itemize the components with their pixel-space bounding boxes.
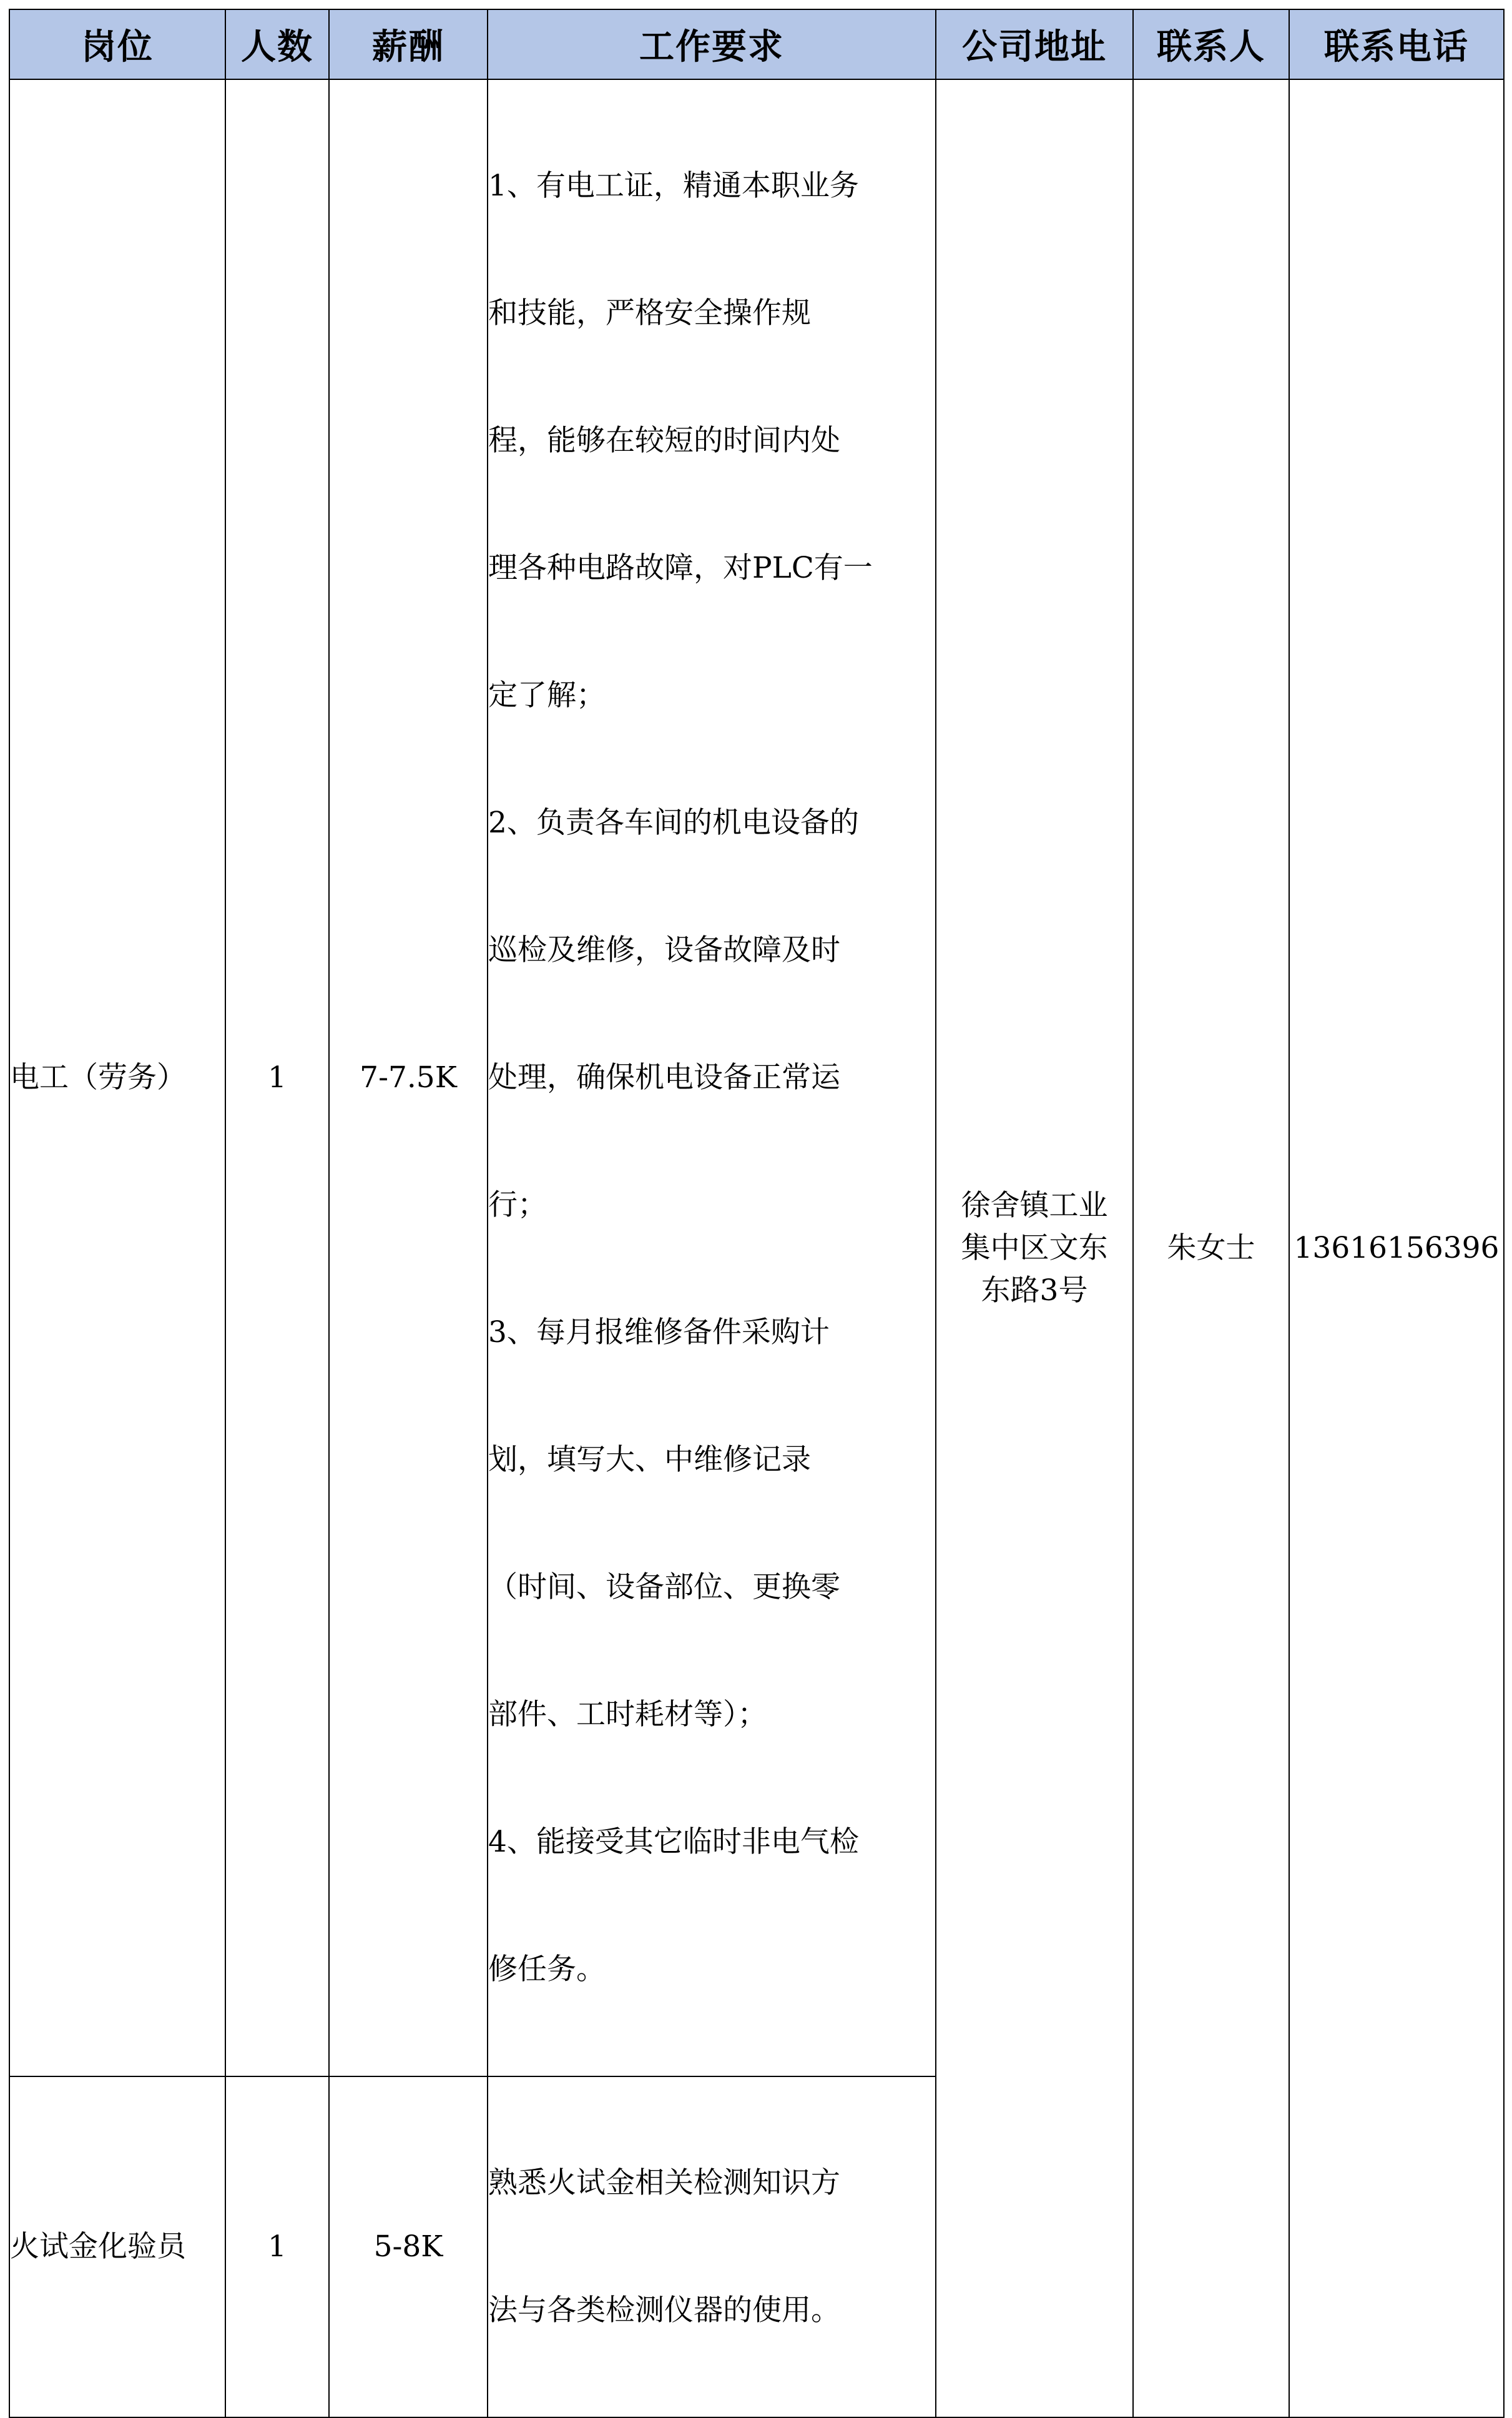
requirement-line: （时间、设备部位、更换零 xyxy=(488,1570,840,1604)
cell-contact: 朱女士 xyxy=(1133,79,1289,2417)
requirement-line: 定了解； xyxy=(488,678,606,713)
address-line: 徐舍镇工业 xyxy=(961,1188,1108,1223)
cell-position: 火试金化验员 xyxy=(9,2076,225,2417)
requirement-line: 和技能，严格安全操作规 xyxy=(488,296,811,330)
header-position: 岗位 xyxy=(9,9,225,79)
address-line: 东路3号 xyxy=(981,1273,1088,1308)
requirement-line: 3、每月报维修备件采购计 xyxy=(488,1315,830,1350)
header-requirements: 工作要求 xyxy=(488,9,936,79)
header-salary: 薪酬 xyxy=(329,9,488,79)
header-contact: 联系人 xyxy=(1133,9,1289,79)
cell-salary: 7-7.5K xyxy=(329,79,488,2076)
header-count: 人数 xyxy=(225,9,329,79)
cell-address xyxy=(936,79,1133,2417)
requirement-line: 巡检及维修，设备故障及时 xyxy=(488,933,840,967)
cell-count: 1 xyxy=(225,79,329,2076)
requirement-line: 2、负责各车间的机电设备的 xyxy=(488,806,859,840)
requirement-line: 法与各类检测仪器的使用。 xyxy=(488,2293,840,2327)
requirement-line: 部件、工时耗材等）； xyxy=(488,1697,767,1732)
header-phone: 联系电话 xyxy=(1289,9,1504,79)
cell-requirements xyxy=(488,2076,936,2417)
requirement-line: 划，填写大、中维修记录 xyxy=(488,1443,811,1477)
cell-position: 电工（劳务） xyxy=(9,79,225,2076)
requirement-line: 修任务。 xyxy=(488,1952,606,1986)
job-table xyxy=(9,9,1505,2418)
address-line: 集中区文东 xyxy=(961,1231,1108,1265)
header-row xyxy=(9,9,1504,79)
requirement-line: 处理，确保机电设备正常运 xyxy=(488,1060,840,1095)
cell-salary: 5-8K xyxy=(329,2076,488,2417)
header-address: 公司地址 xyxy=(936,9,1133,79)
requirement-line: 行； xyxy=(488,1188,547,1222)
table-row xyxy=(9,79,1504,2076)
requirement-line: 熟悉火试金相关检测知识方 xyxy=(488,2166,840,2200)
requirement-line: 4、能接受其它临时非电气检 xyxy=(488,1825,859,1859)
cell-phone: 13616156396 xyxy=(1289,79,1504,2417)
requirement-line: 1、有电工证，精通本职业务 xyxy=(488,169,859,203)
requirement-line: 程，能够在较短的时间内处 xyxy=(488,423,840,458)
cell-count: 1 xyxy=(225,2076,329,2417)
requirement-line: 理各种电路故障，对PLC有一 xyxy=(488,551,873,585)
cell-requirements xyxy=(488,79,936,2076)
